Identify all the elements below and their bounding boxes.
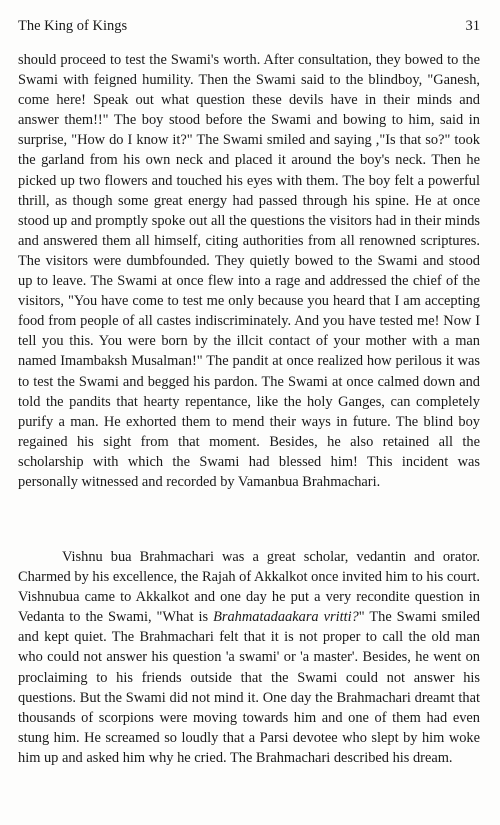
running-title: The King of Kings xyxy=(18,18,128,34)
paragraph-2-text-end: " The Swami smiled and kept quiet. The Brahmachari felt that it is not proper to call the old man who could not answer his question 'a swami' or 'a master'. Besides, he went on proclaiming to his friends outside that the Swami could not answer his questions. But the Swami did not mind it. One day the Brahmachari dreamt that thousands of scorpions were moving towards him and one of them had even stung him. He screamed so loudly that a Parsi devotee who slept by him woke him up and asked him why he cried. The Brahmachari described his dream. xyxy=(18,609,480,766)
paragraph-2 xyxy=(18,547,480,768)
paragraph-1: should proceed to test the Swami's worth. After consultation, they bowed to the Swami with feigned humility. Then the Swami said to the blindboy, "Ganesh, come here! Speak out what question these devils have in their minds and answer them!!" The boy stood before the Swami and bowing to him, said in surprise, "How do I know it?" The Swami smiled and saying ,"Is that so?" took the garland from his own neck and placed it around the boy's neck. Then he picked up two flowers and touched his eyes with them. The boy felt a powerful thrill, as though some great energy had passed through his spine. He at once stood up and promptly spoke out all the questions the visitors had in their minds and answered them all himself, citing authorities from all renowned scriptures. The visitors were dumbfounded. They quietly bowed to the Swami and stood up to leave. The Swami at once flew into a rage and addressed the chief of the visitors, "You have come to test me only because you heard that I am accepting food from people of all castes indiscriminately. And you have tested me! Now I tell you this. You were born by the illcit contact of your mother with a man named Imambaksh Musalman!" The pandit at once realized how perilous it was to test the Swami and begged his pardon. The Swami at once calmed down and told the pandits that hearty repentance, like the holy Ganges, can completely purify a man. He exhorted them to mend their ways in future. The blind boy regained his sight from that moment. Besides, he also retained all the scholarship with which the Swami had blessed him! This incident was personally witnessed and recorded by Vamanbua Brahmachari. xyxy=(18,52,480,490)
running-header xyxy=(18,18,480,38)
paragraph-2-text-start: Vishnu bua Brahmachari was a great scholar, vedantin and orator. Charmed by his excellence, the Rajah of Akkalkot once invited him to his court. Vishnubua came to Akkalkot and one day he put a very recondite question in Vedanta to the Swami, "What is xyxy=(18,549,480,626)
paragraph-2-italic-term: Brahmatadaakara vritti? xyxy=(213,609,359,626)
page-number: 31 xyxy=(465,18,480,34)
